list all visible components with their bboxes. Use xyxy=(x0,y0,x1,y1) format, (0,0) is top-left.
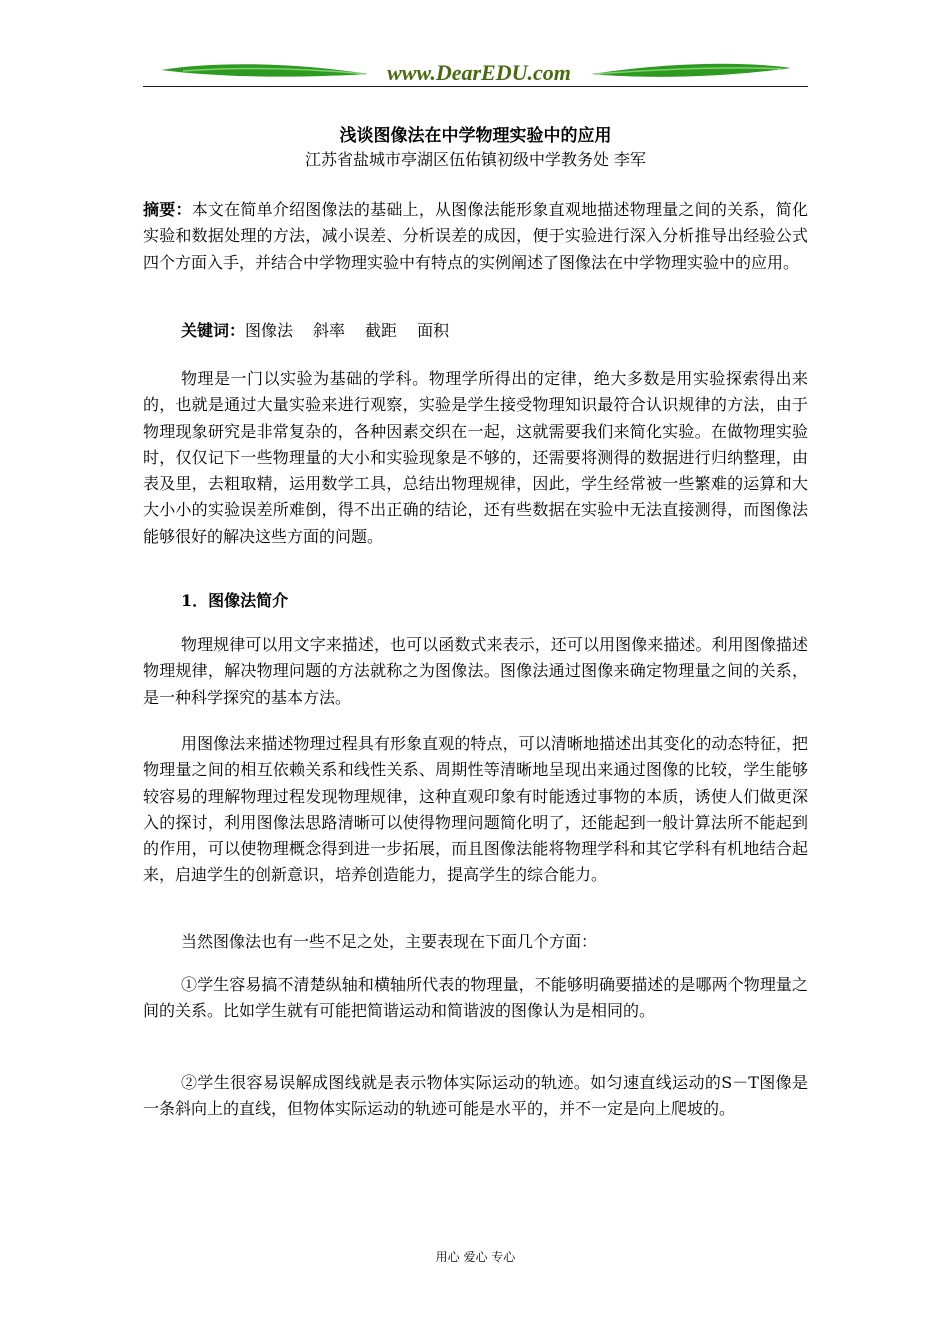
keyword-item: 斜率 xyxy=(313,321,346,340)
document-title: 浅谈图像法在中学物理实验中的应用 xyxy=(339,126,612,146)
abstract-text: 本文在简单介绍图像法的基础上，从图像法能形象直观地描述物理量之间的关系，简化实验和数据处理的方法，减小误差、分析误差的成因，便于实验进行深入分析推导出经验公式四个方面入手，并结合中学物理实验中有特点的实例阐述了图像法在中学物理实验中的应用。 xyxy=(143,200,808,272)
keyword-item: 截距 xyxy=(365,321,398,340)
keyword-item: 面积 xyxy=(417,321,450,340)
abstract-label: 摘要： xyxy=(143,200,192,219)
keywords-line xyxy=(143,318,808,344)
intro-paragraph: 物理是一门以实验为基础的学科。物理学所得出的定律，绝大多数是用实验探索得出来的，也就是通过大量实验来进行观察，实验是学生接受物理知识最符合认识规律的方法，由于物理现象研究是非常复杂的，各种因素交织在一起，这就需要我们来简化实验。在做物理实验时，仅仅记下一些物理量的大小和实验现象是不够的，还需要将测得的数据进行归纳整理，由表及里，去粗取精，运用数学工具，总结出物理规律，因此，学生经常被一些繁难的运算和大大小小的实验误差所难倒，得不出正确的结论，还有些数据在实验中无法直接测得，而图像法能够很好的解决这些方面的问题。 xyxy=(143,369,808,546)
abstract-paragraph xyxy=(143,197,808,276)
author-line: 江苏省盐城市亭湖区伍佑镇初级中学教务处 李军 xyxy=(304,150,647,169)
header-divider xyxy=(143,86,808,87)
list-item: ①学生容易搞不清楚纵轴和横轴所代表的物理量，不能够明确要描述的是哪两个物理量之间的关系。比如学生就有可能把简谐运动和简谐波的图像认为是相同的。 xyxy=(143,975,808,1021)
list-item: ②学生很容易误解成图线就是表示物体实际运动的轨迹。如匀速直线运动的S－T图像是一条斜向上的直线，但物体实际运动的轨迹可能是水平的，并不一定是向上爬坡的。 xyxy=(143,1073,808,1119)
section-paragraph: 物理规律可以用文字来描述，也可以函数式来表示，还可以用图像来描述。利用图像描述物理规律，解决物理问题的方法就称之为图像法。图像法通过图像来确定物理量之间的关系，是一种科学探究的基本方法。 xyxy=(143,635,808,707)
keywords-label: 关键词： xyxy=(181,321,246,340)
section-paragraph: 当然图像法也有一些不足之处，主要表现在下面几个方面： xyxy=(181,932,598,951)
page-footer: 用心 爱心 专心 xyxy=(435,1250,516,1264)
site-logo-text: www.DearEDU.com xyxy=(387,60,571,85)
section-heading: 1．图像法简介 xyxy=(181,591,289,610)
section-paragraph: 用图像法来描述物理过程具有形象直观的特点，可以清晰地描述出其变化的动态特征，把物理量之间的相互依赖关系和线性关系、周期性等清晰地呈现出来通过图像的比较，学生能够较容易的理解物理过程发现物理规律，这种直观印象有时能透过事物的本质，诱使人们做更深入的探讨，利用图像法思路清晰可以使得物理问题简化明了，还能起到一般计算法所不能起到的作用，可以使物理概念得到进一步拓展，而且图像法能将物理学科和其它学科有机地结合起来，启迪学生的创新意识，培养创造能力，提高学生的综合能力。 xyxy=(143,734,808,885)
keyword-item: 图像法 xyxy=(245,321,294,340)
